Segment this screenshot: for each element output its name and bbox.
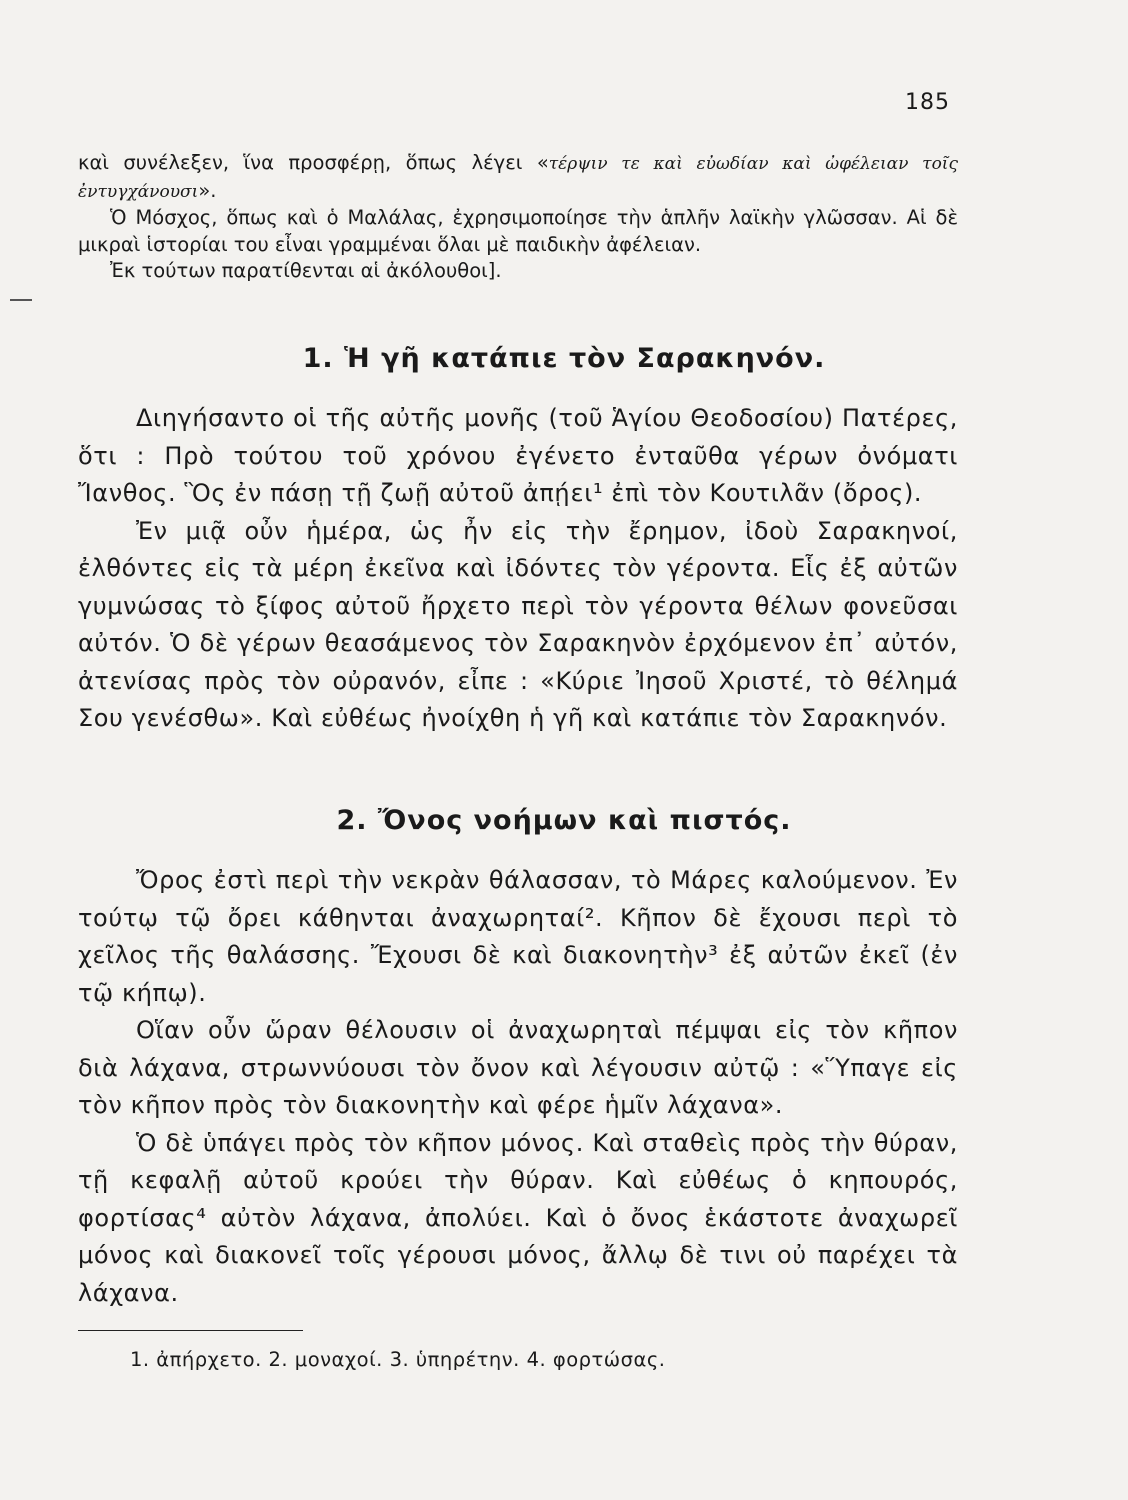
section-2-paragraph-1: Ὄρος ἐστὶ περὶ τὴν νεκρὰν θάλασσαν, τὸ Μάρες καλούμενον. Ἐν τούτῳ τῷ ὄρει κάθηνται ἀναχωρηταί². Κῆπον δὲ ἔχουσι περὶ τὸ χεῖλος τῆς θαλάσσης. Ἔχουσι δὲ καὶ διακονητὴν³ ἐξ αὐτῶν ἐκεῖ (ἐν τῷ κήπῳ). xyxy=(78,866,958,1007)
footnote-divider xyxy=(78,1330,303,1331)
section-2-paragraph-2: Οἵαν οὖν ὥραν θέλουσιν οἱ ἀναχωρηταὶ πέμψαι εἰς τὸν κῆπον διὰ λάχανα, στρωννύουσι τὸν ὄνον καὶ λέγουσιν αὐτῷ : «Ὕπαγε εἰς τὸν κῆπον πρὸς τὸν διακονητὴν καὶ φέρε ἡμῖν λάχανα». xyxy=(78,1016,958,1119)
intro-paragraph-3: Ἐκ τούτων παρατίθενται αἱ ἀκόλουθοι]. xyxy=(110,259,502,282)
intro-paragraph-1: καὶ συνέλεξεν, ἵνα προσφέρῃ, ὅπως λέγει «τέρψιν τε καὶ εὐωδίαν καὶ ὠφέλειαν τοῖς ἐντυγχάνουσι». xyxy=(78,151,958,202)
section-1-paragraph-2: Ἐν μιᾷ οὖν ἡμέρα, ὡς ἦν εἰς τὴν ἔρημον, ἰδοὺ Σαρακηνοί, ἐλθόντες εἰς τὰ μέρη ἐκεῖνα καὶ ἰδόντες τὸν γέροντα. Εἷς ἐξ αὐτῶν γυμνώσας τὸ ξίφος αὐτοῦ ἤρχετο περὶ τὸν γέροντα θέλων φονεῦσαι αὐτόν. Ὁ δὲ γέρων θεασάμενος τὸν Σαρακηνὸν ἐρχόμενον ἐπ᾿ αὐτόν, ἀτενίσας πρὸς τὸν οὐρανόν, εἶπε : «Κύριε Ἰησοῦ Χριστέ, τὸ θέλημά Σου γενέσθω». Καὶ εὐθέως ἠνοίχθη ἡ γῆ καὶ κατάπιε τὸν Σαρακηνόν. xyxy=(78,516,958,732)
intro-quote: τέρψιν τε καὶ εὐωδίαν καὶ ὠφέλειαν τοῖς ἐντυγχάνουσι xyxy=(78,154,958,202)
section-1-paragraph-1: Διηγήσαντο οἱ τῆς αὐτῆς μονῆς (τοῦ Ἁγίου Θεοδοσίου) Πατέρες, ὅτι : Πρὸ τούτου τοῦ χρόνου ἐγένετο ἐνταῦθα γέρων ὀνόματι Ἴανθος. Ὃς ἐν πάσῃ τῇ ζωῇ αὐτοῦ ἀπῄει¹ ἐπὶ τὸν Κουτιλᾶν (ὄρος). xyxy=(78,404,958,507)
scan-margin-mark xyxy=(10,299,32,301)
intro-paragraph-2: Ὁ Μόσχος, ὅπως καὶ ὁ Μαλάλας, ἐχρησιμοποίησε τὴν ἁπλῆν λαϊκὴν γλῶσσαν. Αἱ δὲ μικραὶ ἱστορίαι του εἶναι γραμμέναι ὅλαι μὲ παιδικὴν ἀφέλειαν. xyxy=(78,206,958,256)
intro-text xyxy=(78,150,958,285)
section-2-paragraph-3: Ὁ δὲ ὑπάγει πρὸς τὸν κῆπον μόνος. Καὶ σταθεὶς πρὸς τὴν θύραν, τῇ κεφαλῇ αὐτοῦ κρούει τὴν θύραν. Καὶ εὐθέως ὁ κηπουρός, φορτίσας⁴ αὐτὸν λάχανα, ἀπολύει. Καὶ ὁ ὄνος ἑκάστοτε ἀναχωρεῖ μόνος καὶ διακονεῖ τοῖς γέρουσι μόνος, ἄλλῳ δὲ τινι οὐ παρέχει τὰ λάχανα. xyxy=(78,1128,958,1307)
footnotes: 1. ἀπήρχετο. 2. μοναχοί. 3. ὑπηρέτην. 4. φορτώσας. xyxy=(130,1348,666,1371)
page-number: 185 xyxy=(905,90,950,115)
section-1-body xyxy=(78,400,958,738)
section-2-body xyxy=(78,862,958,1312)
section-1-title: 1. Ἡ γῆ κατάπιε τὸν Σαρακηνόν. xyxy=(302,343,826,374)
section-2-title: 2. Ὄνος νοήμων καὶ πιστός. xyxy=(336,805,792,836)
